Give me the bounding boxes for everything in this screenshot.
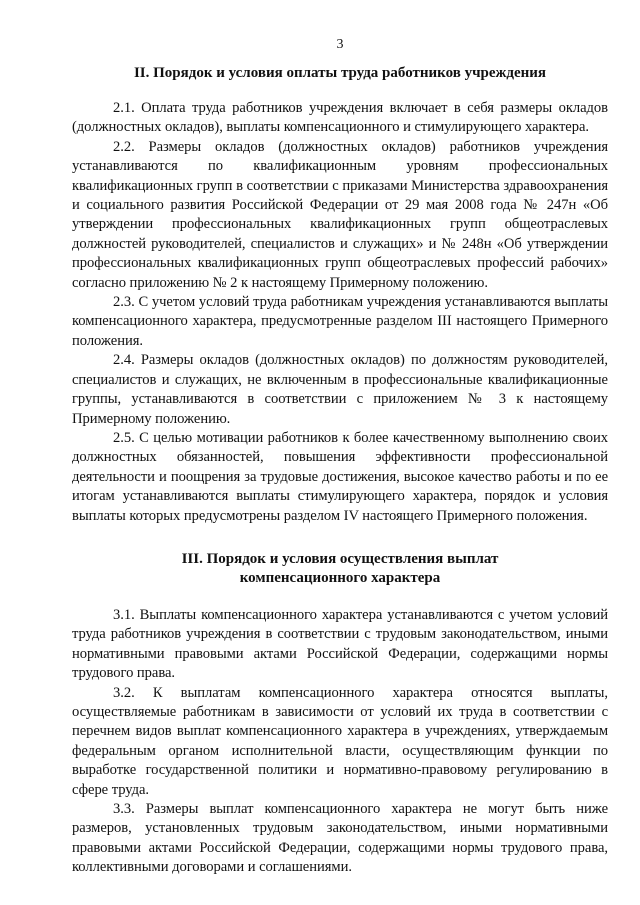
paragraph-2-3: 2.3. С учетом условий труда работникам учреждения устанавливаются выплаты компенсационного характера, предусмотренные разделом III настоящего Примерного положения. <box>72 294 608 349</box>
paragraph-3-3: 3.3. Размеры выплат компенсационного характера не могут быть ниже размеров, установленных трудовым законодательством, иными нормативными правовыми актами Российской Федерации, содержащими нормы трудового права, коллективными договорами и соглашениями. <box>72 801 608 876</box>
section-2-title: II. Порядок и условия оплаты труда работников учреждения <box>133 65 547 81</box>
paragraph-2-5: 2.5. С целью мотивации работников к более качественному выполнению своих должностных обязанностей, повышения эффективности профессиональной деятельности и поощрения за трудовые достижения, высокое качество работы и по ее итогам устанавливаются выплаты стимулирующего характера, порядок и условия выплаты которых предусмотрены разделом IV настоящего Примерного положения. <box>72 429 608 524</box>
section-3-title <box>72 550 608 588</box>
paragraph-2-1: 2.1. Оплата труда работников учреждения включает в себя размеры окладов (должностных окладов), выплаты компенсационного и стимулирующего характера. <box>72 100 608 136</box>
paragraph-3-2: 3.2. К выплатам компенсационного характера относятся выплаты, осуществляемые работникам в зависимости от условий их труда в соответствии с перечнем видов выплат компенсационного характера в учреждениях, утверждаемым федеральным органом исполнительной власти, осуществляющим функции по выработке государственной политики и нормативно-правовому регулированию в сфере труда. <box>72 684 608 798</box>
section-3-title-line-1: III. Порядок и условия осуществления выплат <box>181 550 499 567</box>
paragraph-2-2: 2.2. Размеры окладов (должностных окладов) работников учреждения устанавливаются по квалификационным уровням профессиональных квалификационных групп в соответствии с приказами Министерства здравоохранения и социального развития Российской Федерации от 29 мая 2008 года № 247н «Об утверждении профессиональных квалификационных групп общеотраслевых должностей руководителей, специалистов и служащих» и № 248н «Об утверждении профессиональных квалификационных групп общеотраслевых профессий рабочих» согласно приложению № 2 к настоящему Примерному положению. <box>72 138 608 291</box>
page-number: 3 <box>336 37 344 52</box>
paragraph-2-4: 2.4. Размеры окладов (должностных окладов) по должностям руководителей, специалистов и служащих, не включенным в профессиональные квалификационные группы, устанавливаются в соответствии с приложением № 3 к настоящему Примерному положению. <box>72 352 608 427</box>
document-page <box>72 36 608 878</box>
section-3-title-line-2: компенсационного характера <box>239 569 441 586</box>
paragraph-3-1: 3.1. Выплаты компенсационного характера устанавливаются с учетом условий труда работников учреждения в соответствии с трудовым законодательством, иными нормативными правовыми актами Российской Федерации, содержащими нормы трудового права. <box>72 606 608 682</box>
